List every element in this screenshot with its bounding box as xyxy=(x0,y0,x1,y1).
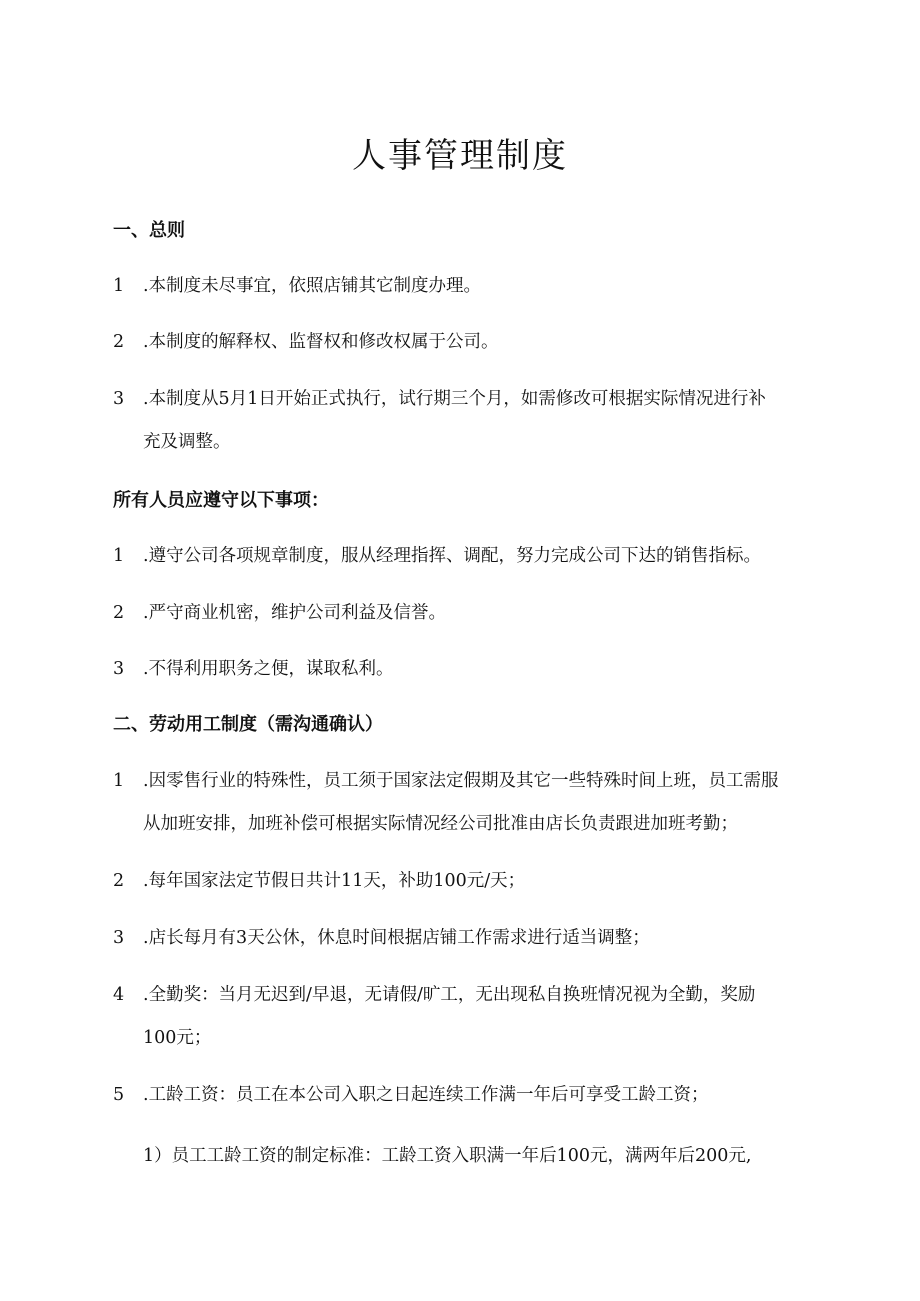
item-number: 1 xyxy=(113,276,125,296)
item-continuation: 100元； xyxy=(143,1028,212,1048)
item-number: 5 xyxy=(113,1085,125,1105)
item-text: .店长每月有3天公休，休息时间根据店铺工作需求进行适当调整； xyxy=(143,928,650,948)
list-item xyxy=(113,1081,709,1106)
item-text: .工龄工资：员工在本公司入职之日起连续工作满一年后可享受工龄工资； xyxy=(143,1085,709,1105)
item-number: 2 xyxy=(113,603,125,623)
section-heading-rules: 所有人员应遵守以下事项： xyxy=(113,490,329,511)
item-text: .不得利用职务之便，谋取私利。 xyxy=(143,659,394,679)
item-text: .遵守公司各项规章制度，服从经理指挥、调配，努力完成公司下达的销售指标。 xyxy=(143,546,762,566)
item-text: .本制度从5月1日开始正式执行，试行期三个月，如需修改可根据实际情况进行补 xyxy=(143,389,766,409)
item-text: .严守商业机密，维护公司利益及信誉。 xyxy=(143,603,447,623)
list-item xyxy=(113,272,481,297)
page-title: 人事管理制度 xyxy=(352,136,568,176)
list-item xyxy=(113,599,446,624)
list-item xyxy=(113,655,394,680)
list-item xyxy=(113,328,499,353)
section-heading-general: 一、总则 xyxy=(113,220,185,241)
item-continuation: 从加班安排，加班补偿可根据实际情况经公司批准由店长负责跟进加班考勤； xyxy=(143,814,738,834)
list-item xyxy=(113,924,650,949)
item-text: .本制度的解释权、监督权和修改权属于公司。 xyxy=(143,332,499,352)
list-item xyxy=(113,385,766,410)
list-item xyxy=(113,867,525,892)
item-number: 2 xyxy=(113,332,125,352)
item-number: 3 xyxy=(113,928,125,948)
list-item xyxy=(113,981,755,1006)
item-number: 3 xyxy=(113,389,125,409)
item-text: .每年国家法定节假日共计11天，补助100元/天； xyxy=(143,871,526,891)
item-number: 1 xyxy=(113,546,125,566)
item-number: 3 xyxy=(113,659,125,679)
item-number: 1 xyxy=(113,771,125,791)
section-heading-labor: 二、劳动用工制度（需沟通确认） xyxy=(113,714,383,735)
item-continuation: 充及调整。 xyxy=(143,432,231,452)
item-text: .全勤奖：当月无迟到/早退，无请假/旷工，无出现私自换班情况视为全勤，奖励 xyxy=(143,985,756,1005)
sub-item: 1）员工工龄工资的制定标准：工龄工资入职满一年后100元，满两年后200元, xyxy=(143,1146,752,1166)
list-item xyxy=(113,542,761,567)
item-text: .因零售行业的特殊性，员工须于国家法定假期及其它一些特殊时间上班，员工需服 xyxy=(143,771,779,791)
item-number: 4 xyxy=(113,985,125,1005)
item-text: .本制度未尽事宜，依照店铺其它制度办理。 xyxy=(143,276,482,296)
item-number: 2 xyxy=(113,871,125,891)
list-item xyxy=(113,767,779,792)
